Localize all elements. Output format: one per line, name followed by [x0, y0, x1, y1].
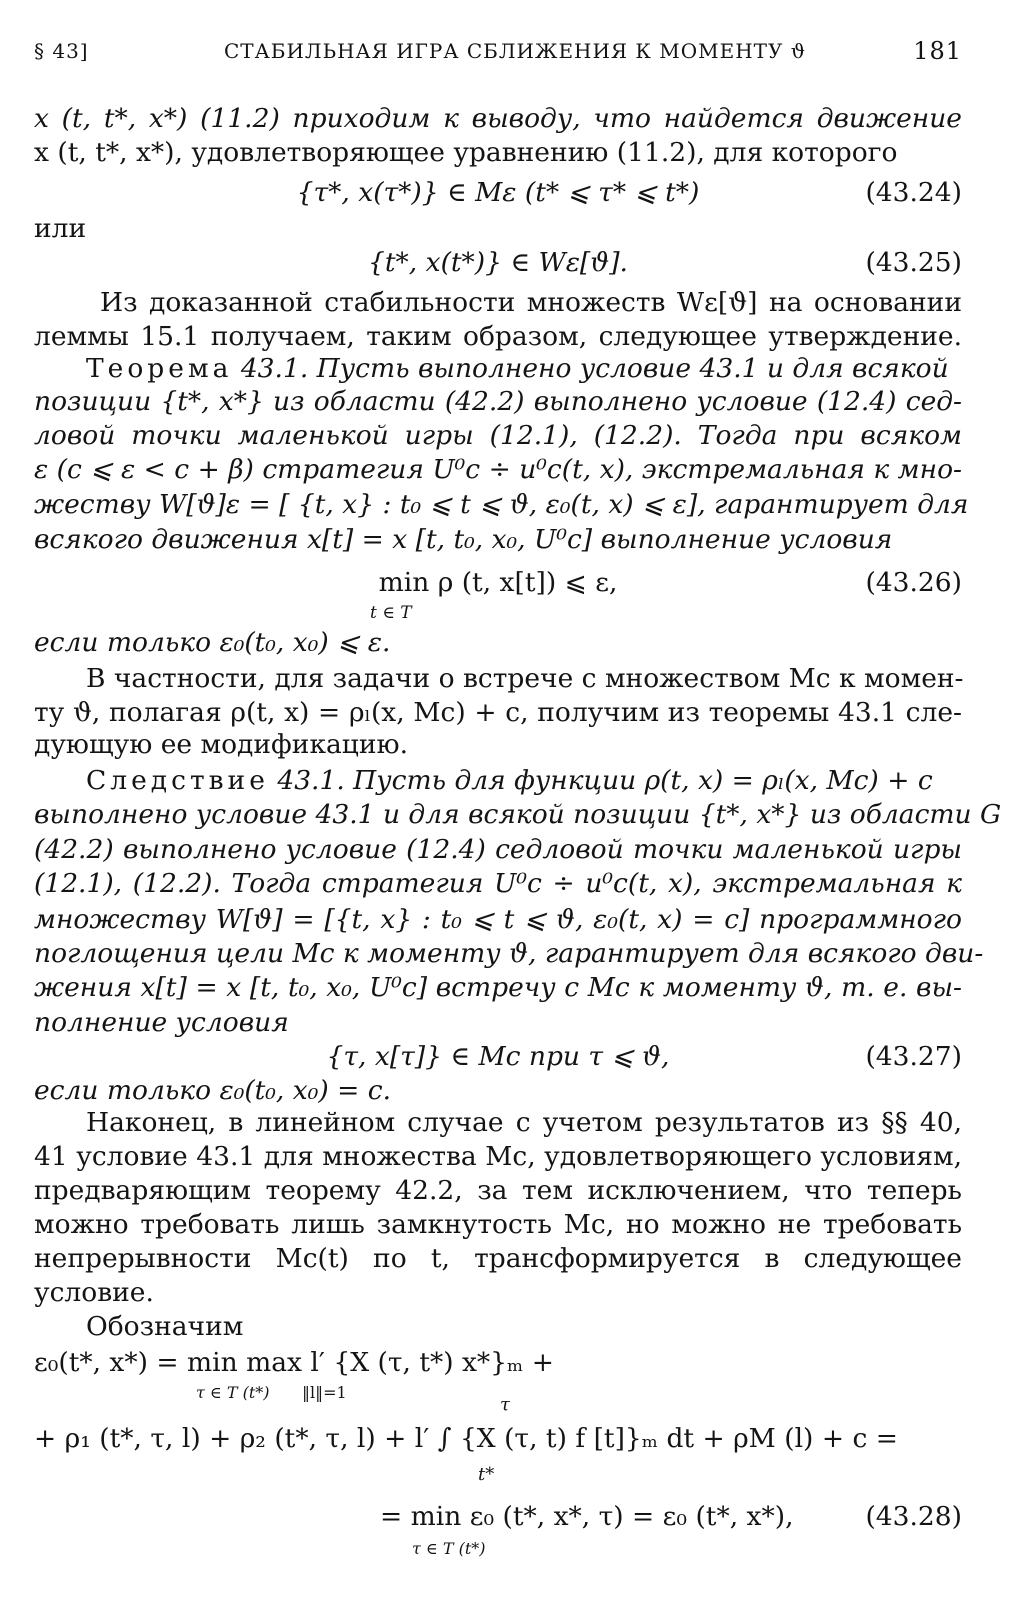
text-line: (42.2) выполнено условие (12.4) седловой точки маленькой игры: [34, 834, 962, 865]
equation-body: {τ*, x(τ*)} ∈ Mε (t* ⩽ τ* ⩽ t*): [296, 177, 700, 208]
formula-body: = min ε₀ (t*, x*, τ) = ε₀ (t*, x*),: [380, 1501, 794, 1532]
formula-sub-max: ‖l‖=1: [302, 1383, 347, 1402]
theorem-text: 43.1. Пусть выполнено условие 43.1 и для всякой: [240, 353, 949, 384]
formula-line-1: ε₀(t*, x*) = min max l′ {X (τ, t*) x*}ₘ +: [34, 1347, 554, 1378]
formula-line-3: [380, 1500, 962, 1534]
text-line: Наконец, в линейном случае с учетом результатов из §§ 40,: [86, 1107, 962, 1138]
text-line: полнение условия: [34, 1007, 289, 1038]
text-line: предваряющим теорему 42.2, за тем исключением, что теперь: [34, 1175, 962, 1206]
text-line: Из доказанной стабильности множеств Wε[ϑ] на основании: [100, 287, 962, 318]
text-line: леммы 15.1 получаем, таким образом, следующее утверждение.: [34, 321, 962, 352]
text-line: непрерывности Mc(t) по t, трансформируется в следующее: [34, 1243, 962, 1274]
text-line: ловой точки маленькой игры (12.1), (12.2). Тогда при всяком: [34, 420, 962, 451]
theorem-label: Теорема: [86, 353, 233, 384]
text-line: всякого движения x[t] = x [t, t₀, x₀, U⁰c] выполнение условия: [34, 524, 893, 555]
text-line: если только ε₀(t₀, x₀) = c.: [34, 1075, 391, 1106]
equation-43-24: [34, 176, 962, 210]
equation-number: (43.28): [865, 1501, 962, 1532]
header-title: СТАБИЛЬНАЯ ИГРА СБЛИЖЕНИЯ К МОМЕНТУ ϑ: [224, 39, 807, 63]
text-line: x (t, t*, x*) (11.2) приходим к выводу, что найдется движение: [34, 103, 962, 134]
text-line: множеству W[ϑ] = [{t, x} : t₀ ⩽ t ⩽ ϑ, ε₀(t, x) = c] программного: [34, 904, 962, 935]
formula-int-lower: t*: [478, 1464, 495, 1485]
formula-line-2: + ρ₁ (t*, τ, l) + ρ₂ (t*, τ, l) + l′ ∫ {X (τ, t) f [t]}ₘ dt + ρM (l) + c =: [34, 1423, 898, 1454]
text-line: условие.: [34, 1277, 154, 1308]
text-line: ε (c ⩽ ε < c + β) стратегия U⁰c ÷ u⁰c(t, x), экстремальная к мно-: [34, 454, 962, 485]
equation-number: (43.25): [865, 247, 962, 278]
formula-sub-min: τ ∈ T (t*): [412, 1539, 486, 1558]
corollary-label: Следствие: [86, 765, 269, 796]
text-line: выполнено условие 43.1 и для всякой позиции {t*, x*} из области G: [34, 799, 1002, 830]
equation-43-25: [34, 246, 962, 280]
formula-int-upper: τ: [500, 1394, 510, 1415]
text-line: 41 условие 43.1 для множества Mc, удовлетворяющего условиям,: [34, 1141, 962, 1172]
text-line: позиции {t*, x*} из области (42.2) выполнено условие (12.4) сед-: [34, 386, 962, 417]
page-number: 181: [913, 37, 962, 65]
text-line: поглощения цели Mc к моменту ϑ, гарантирует для всякого дви-: [34, 938, 984, 969]
text-line: или: [34, 213, 87, 244]
equation-43-26: [34, 566, 962, 600]
text-line: Обозначим: [86, 1311, 244, 1342]
equation-body: {τ, x[τ]} ∈ Mc при τ ⩽ ϑ,: [326, 1041, 670, 1072]
text-line: x (t, t*, x*), удовлетворяющее уравнению (11.2), для которого: [34, 137, 898, 168]
corollary-text: 43.1. Пусть для функции ρ(t, x) = ρₗ(x, Mc) + c: [277, 765, 933, 796]
formula-sub-min: τ ∈ T (t*): [196, 1383, 270, 1402]
equation-body: {t*, x(t*)} ∈ Wε[ϑ].: [368, 247, 628, 278]
text-line: дующую ее модификацию.: [34, 729, 409, 760]
theorem-heading: [86, 352, 962, 386]
text-line: можно требовать лишь замкнутость Mc, но можно не требовать: [34, 1209, 962, 1240]
equation-subscript: t ∈ T: [370, 603, 412, 623]
equation-number: (43.24): [865, 177, 962, 208]
corollary-heading: [86, 764, 962, 798]
equation-43-27: [34, 1040, 962, 1074]
text-line: жеству W[ϑ]ε = [ {t, x} : t₀ ⩽ t ⩽ ϑ, ε₀(t, x) ⩽ ε], гарантирует для: [34, 489, 969, 520]
equation-number: (43.26): [865, 567, 962, 598]
header-section: § 43]: [34, 39, 89, 63]
text-line: В частности, для задачи о встрече с множеством Mc к момен-: [86, 663, 964, 694]
text-line: жения x[t] = x [t, t₀, x₀, U⁰c] встречу с Mc к моменту ϑ, т. е. вы-: [34, 972, 962, 1003]
text-line: (12.1), (12.2). Тогда стратегия U⁰c ÷ u⁰c(t, x), экстремальная к: [34, 868, 962, 899]
text-line: если только ε₀(t₀, x₀) ⩽ ε.: [34, 627, 391, 658]
equation-number: (43.27): [865, 1041, 962, 1072]
equation-body: min ρ (t, x[t]) ⩽ ε,: [378, 567, 618, 598]
text-line: ту ϑ, полагая ρ(t, x) = ρₗ(x, Mc) + c, получим из теоремы 43.1 сле-: [34, 697, 962, 728]
